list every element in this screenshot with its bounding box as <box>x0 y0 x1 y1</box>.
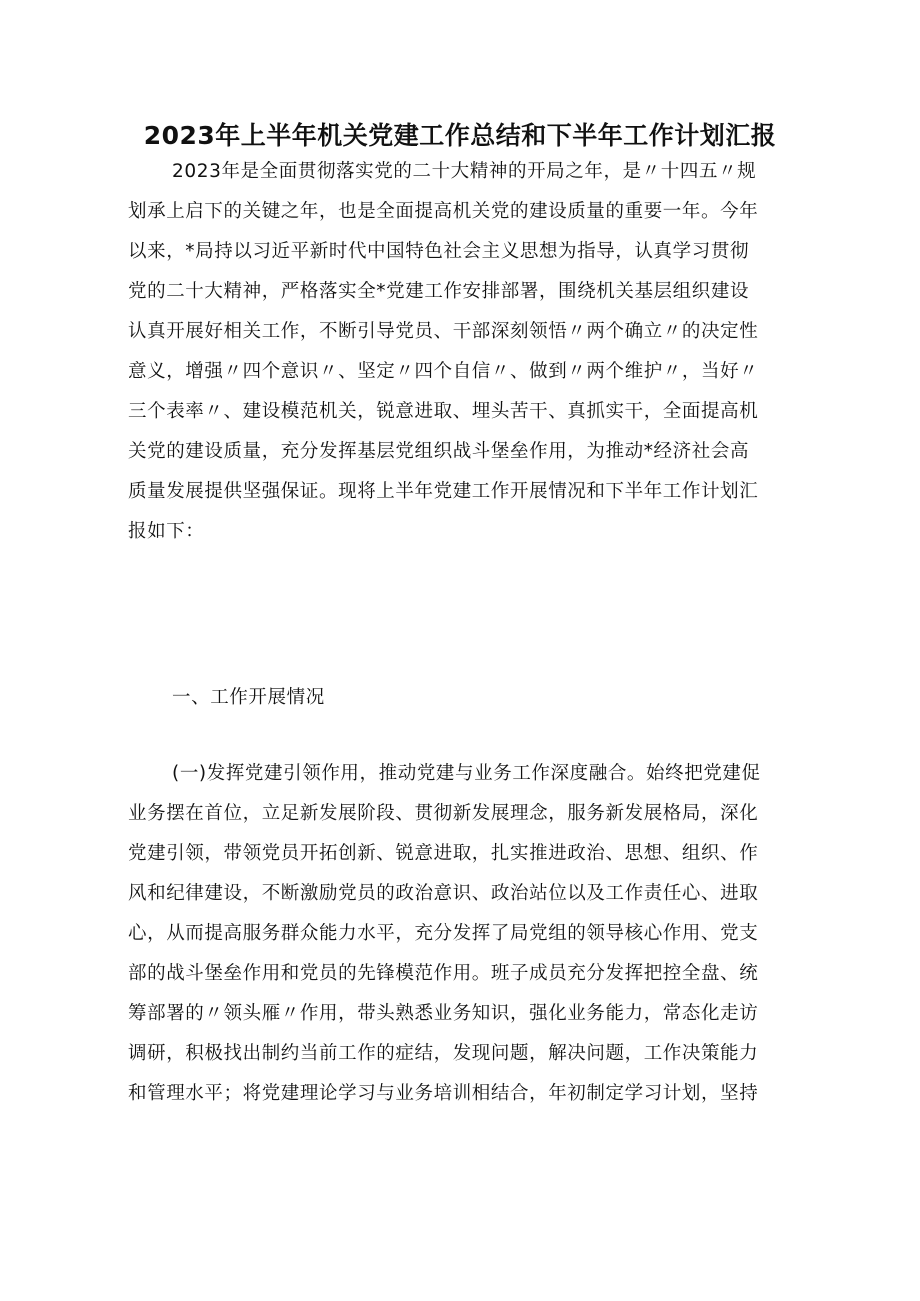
paragraph-line: 调研，积极找出制约当前工作的症结，发现问题，解决问题，工作决策能力 <box>128 1043 759 1064</box>
paragraph-line: 和管理水平；将党建理论学习与业务培训相结合，年初制定学习计划，坚持 <box>128 1083 759 1104</box>
paragraph-line: 2023年是全面贯彻落实党的二十大精神的开局之年，是〃十四五〃规 <box>172 161 757 182</box>
paragraph-line: 认真开展好相关工作，不断引导党员、干部深刻领悟〃两个确立〃的决定性 <box>128 321 759 342</box>
section-1-heading: 一、工作开展情况 <box>172 687 325 708</box>
paragraph-line: 质量发展提供坚强保证。现将上半年党建工作开展情况和下半年工作计划汇 <box>128 481 759 502</box>
paragraph-line: 意义，增强〃四个意识〃、坚定〃四个自信〃、做到〃两个维护〃，当好〃 <box>128 361 759 382</box>
paragraph-line: 三个表率〃、建设模范机关，锐意进取、埋头苦干、真抓实干，全面提高机 <box>128 401 759 422</box>
paragraph-line: 报如下： <box>128 521 205 542</box>
paragraph-line: (一)发挥党建引领作用，推动党建与业务工作深度融合。始终把党建促 <box>172 763 761 784</box>
paragraph-line: 心，从而提高服务群众能力水平，充分发挥了局党组的领导核心作用、党支 <box>128 923 759 944</box>
section-heading <box>128 678 798 718</box>
paragraph-line: 党建引领，带领党员开拓创新、锐意进取，扎实推进政治、思想、组织、作 <box>128 843 759 864</box>
paragraph-line: 以来，*局持以习近平新时代中国特色社会主义思想为指导，认真学习贯彻 <box>128 241 750 262</box>
paragraph-line: 划承上启下的关键之年，也是全面提高机关党的建设质量的重要一年。今年 <box>128 201 759 222</box>
paragraph-line: 关党的建设质量，充分发挥基层党组织战斗堡垒作用，为推动*经济社会高 <box>128 441 750 462</box>
intro-paragraph <box>128 152 798 552</box>
paragraph-line: 党的二十大精神，严格落实全*党建工作安排部署，围绕机关基层组织建设 <box>128 281 750 302</box>
paragraph-line: 风和纪律建设，不断激励党员的政治意识、政治站位以及工作责任心、进取 <box>128 883 759 904</box>
paragraph-line: 筹部署的〃领头雁〃作用，带头熟悉业务知识，强化业务能力，常态化走访 <box>128 1003 759 1024</box>
document-title: 2023年上半年机关党建工作总结和下半年工作计划汇报 <box>143 121 777 150</box>
paragraph-line: 部的战斗堡垒作用和党员的先锋模范作用。班子成员充分发挥把控全盘、统 <box>128 963 759 984</box>
section-1-paragraph <box>128 754 798 1114</box>
paragraph-line: 业务摆在首位，立足新发展阶段、贯彻新发展理念，服务新发展格局，深化 <box>128 803 759 824</box>
